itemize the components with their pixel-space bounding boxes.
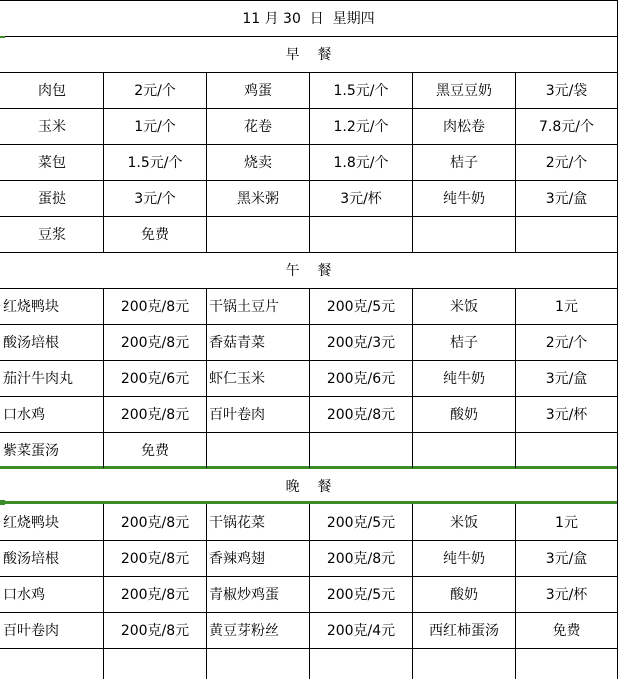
menu-item-price xyxy=(516,216,617,252)
menu-item-price: 3元/盒 xyxy=(545,371,588,387)
lunch-row xyxy=(0,324,617,360)
menu-item-price: 3元/杯 xyxy=(545,587,588,603)
menu-item-price: 1.5元/个 xyxy=(333,83,389,99)
menu-item-price: 200克/8元 xyxy=(326,407,396,423)
menu-item-price: 200克/6元 xyxy=(120,371,190,387)
section-title-lunch: 午 餐 xyxy=(285,263,332,279)
menu-item-name: 口水鸡 xyxy=(3,407,45,423)
table-border xyxy=(617,0,618,679)
menu-item-name: 青椒炒鸡蛋 xyxy=(209,587,279,603)
breakfast-row xyxy=(0,180,617,216)
menu-item-price: 免费 xyxy=(141,443,169,459)
menu-item-name xyxy=(207,648,309,679)
section-title-breakfast: 早 餐 xyxy=(285,47,332,63)
menu-item-price: 1元/个 xyxy=(134,119,176,135)
menu-item-price: 2元/个 xyxy=(134,83,176,99)
menu-item-price: 3元/杯 xyxy=(545,407,588,423)
menu-item-name: 肉包 xyxy=(38,83,66,99)
menu-item-price: 3元/袋 xyxy=(545,83,588,99)
menu-item-name: 鸡蛋 xyxy=(244,83,272,99)
menu-item-price: 1元 xyxy=(555,299,578,315)
menu-item-name: 黄豆芽粉丝 xyxy=(209,623,279,639)
lunch-row xyxy=(0,360,617,396)
menu-item-name: 酸奶 xyxy=(450,587,478,603)
menu-item-name xyxy=(413,432,515,468)
menu-item-price: 200克/8元 xyxy=(120,587,190,603)
menu-item-price: 1.2元/个 xyxy=(333,119,389,135)
dinner-row xyxy=(0,648,617,679)
menu-item-price: 200克/8元 xyxy=(120,623,190,639)
menu-item-name: 红烧鸭块 xyxy=(3,299,59,315)
menu-item-name: 酸汤培根 xyxy=(3,551,59,567)
menu-item-price: 3元/盒 xyxy=(545,191,588,207)
breakfast-row xyxy=(0,108,617,144)
menu-item-price: 200克/8元 xyxy=(120,515,190,531)
menu-item-price: 3元/盒 xyxy=(545,551,588,567)
menu-item-name: 茄汁牛肉丸 xyxy=(3,371,73,387)
menu-item-name: 肉松卷 xyxy=(443,119,485,135)
menu-item-name: 虾仁玉米 xyxy=(209,371,265,387)
menu-item-price: 3元/个 xyxy=(134,191,176,207)
menu-item-price: 200克/4元 xyxy=(326,623,396,639)
menu-item-name: 口水鸡 xyxy=(3,587,45,603)
menu-item-price: 200克/6元 xyxy=(326,371,396,387)
dinner-row xyxy=(0,576,617,612)
menu-item-name: 烧卖 xyxy=(244,155,272,171)
menu-item-name: 百叶卷肉 xyxy=(209,407,265,423)
menu-item-price xyxy=(516,648,617,679)
menu-item-price: 200克/5元 xyxy=(326,515,396,531)
dinner-row xyxy=(0,504,617,540)
menu-item-name xyxy=(207,432,309,468)
menu-item-name: 米饭 xyxy=(450,515,478,531)
menu-item-price: 200克/8元 xyxy=(120,299,190,315)
menu-item-price: 2元/个 xyxy=(545,155,588,171)
menu-item-name: 酸汤培根 xyxy=(3,335,59,351)
menu-item-name: 香菇青菜 xyxy=(209,335,265,351)
menu-item-price: 200克/8元 xyxy=(120,407,190,423)
menu-item-name: 干锅土豆片 xyxy=(209,299,279,315)
date-header: 11 月 30 日 星期四 xyxy=(242,11,375,27)
menu-item-name: 玉米 xyxy=(38,119,66,135)
menu-item-name: 桔子 xyxy=(450,155,478,171)
menu-item-name: 纯牛奶 xyxy=(443,371,485,387)
lunch-row xyxy=(0,396,617,432)
menu-item-name: 蛋挞 xyxy=(38,191,66,207)
menu-item-price: 3元/杯 xyxy=(340,191,382,207)
menu-item-price: 200克/8元 xyxy=(120,551,190,567)
menu-item-name xyxy=(413,648,515,679)
menu-item-price xyxy=(516,432,617,468)
menu-item-name: 紫菜蛋汤 xyxy=(3,443,59,459)
dinner-row xyxy=(0,540,617,576)
menu-item-name: 红烧鸭块 xyxy=(3,515,59,531)
menu-item-price xyxy=(310,216,412,252)
menu-item-name xyxy=(207,216,309,252)
menu-item-price xyxy=(310,648,412,679)
menu-item-name: 黑豆豆奶 xyxy=(436,83,492,99)
menu-item-name xyxy=(1,648,103,679)
menu-item-price: 200克/8元 xyxy=(120,335,190,351)
menu-item-price: 200克/5元 xyxy=(326,299,396,315)
menu-item-price xyxy=(310,432,412,468)
dinner-row xyxy=(0,612,617,648)
menu-item-name: 黑米粥 xyxy=(237,191,279,207)
menu-item-name: 桔子 xyxy=(450,335,478,351)
menu-item-price: 1.8元/个 xyxy=(333,155,389,171)
menu-item-price: 2元/个 xyxy=(545,335,588,351)
menu-item-name: 香辣鸡翅 xyxy=(209,551,265,567)
lunch-row xyxy=(0,432,617,468)
menu-item-price xyxy=(104,648,206,679)
menu-item-name: 西红柿蛋汤 xyxy=(429,623,499,639)
menu-item-price: 免费 xyxy=(141,227,169,243)
menu-item-name: 米饭 xyxy=(450,299,478,315)
menu-item-name: 纯牛奶 xyxy=(443,191,485,207)
menu-item-price: 200克/8元 xyxy=(326,551,396,567)
menu-item-name: 纯牛奶 xyxy=(443,551,485,567)
row-divider xyxy=(0,0,617,1)
breakfast-row xyxy=(0,72,617,108)
menu-item-price: 免费 xyxy=(552,623,581,639)
lunch-row xyxy=(0,288,617,324)
menu-item-price: 1元 xyxy=(555,515,578,531)
menu-item-price: 1.5元/个 xyxy=(127,155,183,171)
menu-item-price: 200克/3元 xyxy=(326,335,396,351)
breakfast-row xyxy=(0,216,617,252)
menu-item-name: 干锅花菜 xyxy=(209,515,265,531)
menu-item-name: 豆浆 xyxy=(38,227,66,243)
menu-item-name: 花卷 xyxy=(244,119,272,135)
menu-item-price: 200克/5元 xyxy=(326,587,396,603)
menu-item-price: 7.8元/个 xyxy=(539,119,594,135)
menu-item-name xyxy=(413,216,515,252)
menu-item-name: 酸奶 xyxy=(450,407,478,423)
section-title-dinner: 晚 餐 xyxy=(285,479,332,495)
menu-item-name: 百叶卷肉 xyxy=(3,623,59,639)
breakfast-row xyxy=(0,144,617,180)
menu-item-name: 菜包 xyxy=(38,155,66,171)
